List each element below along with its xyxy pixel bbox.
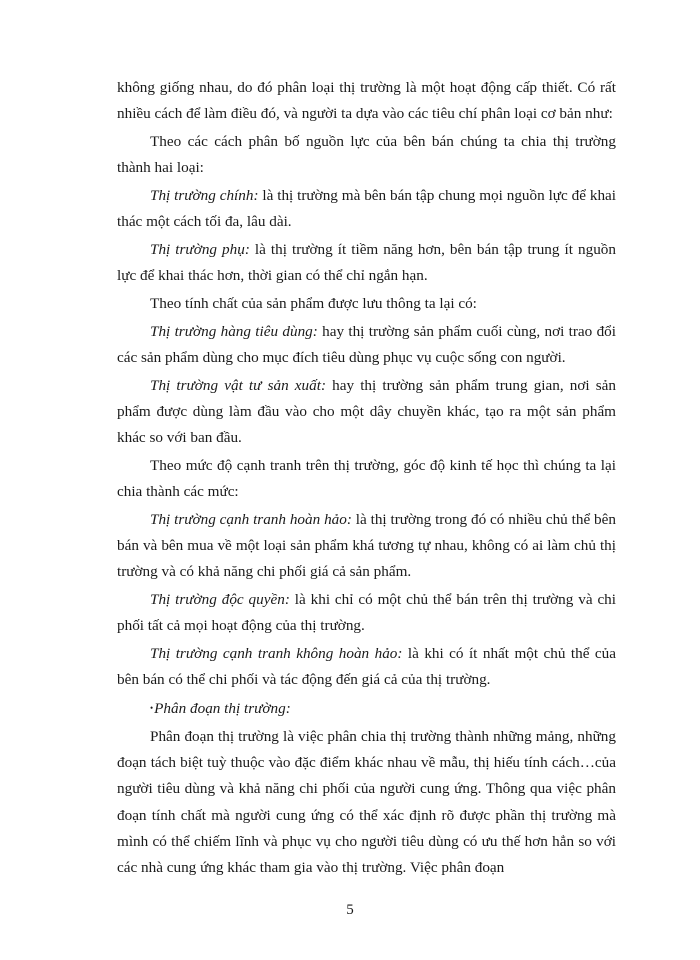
paragraph-text: là khi chỉ có một chủ thể bán trên thị trường và chi phối tất cả mọi hoạt động của thị trường. [117,591,616,635]
term-label: Thị trường cạnh tranh hoàn hảo: [150,511,352,528]
section-heading [150,695,616,722]
paragraph-text: Theo các cách phân bố nguồn lực của bên bán chúng ta chia thị trường thành hai loại: [117,133,616,177]
paragraph-text: hay thị trường sản phẩm cuối cùng, nơi trao đổi các sản phẩm dùng cho mục đích tiêu dùng phục vụ cuộc sống con người. [117,322,616,366]
paragraph-text: hay thị trường sản phẩm trung gian, nơi sản phẩm được dùng làm đầu vào cho một dây chuyền khác, tạo ra một sản phẩm khác so với ban đầu. [117,376,616,447]
paragraph-product-nature [117,291,616,317]
term-label: Thị trường độc quyền: [150,591,290,609]
paragraph-text: là khi có ít nhất một chủ thể của bên bán có thể chi phối và tác động đến giá cả của thị trường. [117,645,616,689]
paragraph-secondary-market [117,237,616,289]
paragraph-text: là thị trường ít tiềm năng hơn, bên bán tập trung ít nguồn lực để khai thác hơn, thời gian có thể chỉ ngắn hạn. [117,241,616,285]
term-label: Thị trường vật tư sản xuất: [150,376,327,394]
paragraph-resource-allocation [117,129,616,181]
bullet-icon: • [150,703,154,714]
paragraph-text: Phân đoạn thị trường là việc phân chia thị trường thành những mảng, những đoạn tách biệt tuỳ thuộc vào đặc điểm khác nhau về mẫu, thị hiếu tính cách…của người tiêu dùng và khả năng chi phối của người cung ứng. Thông qua việc phân đoạn tính chất mà người cung ứng có thể xác định rõ được phần thị trường mà mình có thể chiếm lĩnh và phục vụ cho người tiêu dùng có ưu thế hơn hẳn so với các nhà cung ứng khác tham gia vào thị trường. Việc phân đoạn [117,728,616,877]
term-label: Thị trường phụ: [150,241,250,258]
paragraph-monopoly [117,587,616,639]
paragraph-main-market [117,183,616,235]
paragraph-competition-level [117,453,616,505]
paragraph-perfect-competition [117,507,616,586]
paragraph-production-materials-market [117,373,616,452]
paragraph-market-segmentation [117,724,616,881]
term-label: Thị trường chính: [150,187,259,204]
paragraph-consumer-goods-market [117,319,616,371]
paragraph-text: là thị trường mà bên bán tập chung mọi nguồn lực để khai thác một cách tối đa, lâu dài. [117,187,617,231]
term-label: Thị trường cạnh tranh không hoàn hảo: [150,645,403,663]
paragraph-imperfect-competition [117,641,616,693]
paragraph-text: Theo tính chất của sản phẩm được lưu thông ta lại có: [150,295,477,312]
term-label: Thị trường hàng tiêu dùng: [150,322,318,340]
paragraph-text: Theo mức độ cạnh tranh trên thị trường, góc độ kinh tế học thì chúng ta lại chia thành các mức: [117,457,616,501]
paragraph-text: không giống nhau, do đó phân loại thị trường là một hoạt động cấp thiết. Có rất nhiều cách để làm điều đó, và người ta dựa vào các tiêu chí phân loại cơ bản như: [117,79,616,123]
paragraph-text: là thị trường trong đó có nhiều chủ thể bên bán và bên mua về một loại sản phẩm khá tương tự nhau, không có ai làm chủ thị trường và có khả năng chi phối giá cả sản phẩm. [117,511,616,581]
section-heading-text: Phân đoạn thị trường: [154,700,291,718]
paragraph-intro [117,75,616,127]
document-page-body [117,75,616,883]
page-number: 5 [346,902,354,918]
